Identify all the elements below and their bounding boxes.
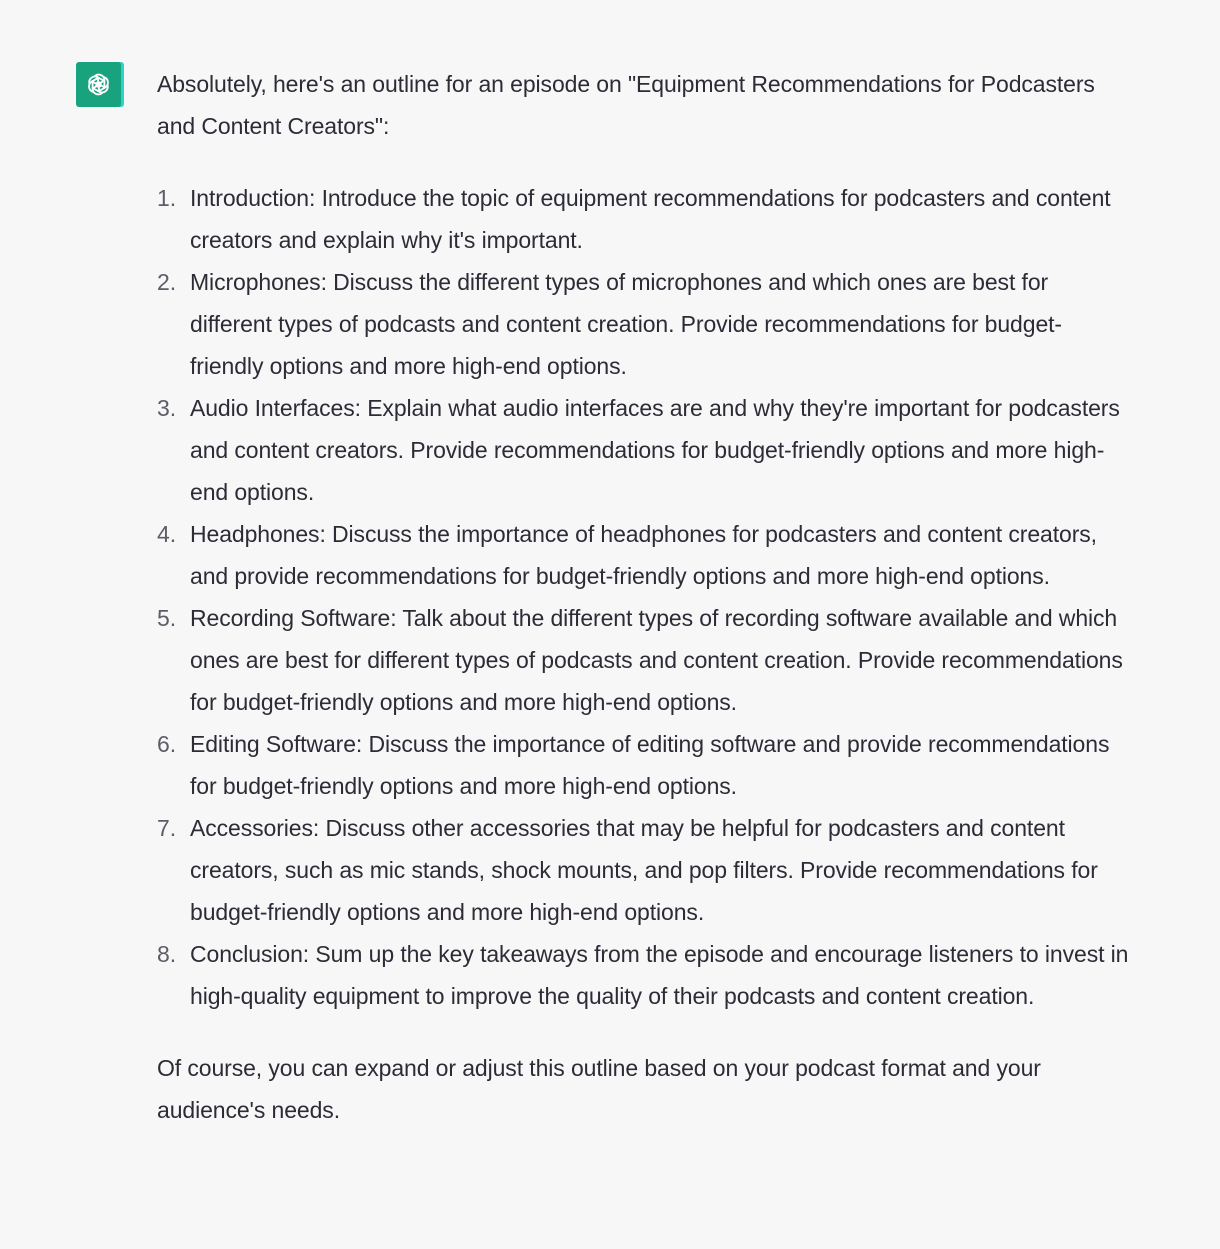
outline-item-number: 8. <box>157 941 176 967</box>
outline-item-text: Editing Software: Discuss the importance of editing software and provide recommendations for budget-friendly options and more high-end options. <box>190 731 1110 799</box>
outline-item <box>157 807 1129 933</box>
outline-item-number: 7. <box>157 815 176 841</box>
message-intro: Absolutely, here's an outline for an episode on "Equipment Recommendations for Podcasters and Content Creators": <box>157 71 1095 139</box>
outline-item-text: Headphones: Discuss the importance of headphones for podcasters and content creators, and provide recommendations for budget-friendly options and more high-end options. <box>190 521 1097 589</box>
outline-item <box>157 177 1129 261</box>
outline-item-number: 3. <box>157 395 176 421</box>
outline-item-text: Accessories: Discuss other accessories that may be helpful for podcasters and content creators, such as mic stands, shock mounts, and pop filters. Provide recommendations for budget-friendly options and more high-end options. <box>190 815 1098 925</box>
outline-item-text: Introduction: Introduce the topic of equipment recommendations for podcasters and content creators and explain why it's important. <box>190 185 1111 253</box>
episode-outline-list <box>157 177 1129 1017</box>
outline-item-text: Audio Interfaces: Explain what audio interfaces are and why they're important for podcasters and content creators. Provide recommendations for budget-friendly options and more high-end options. <box>190 395 1120 505</box>
outline-item <box>157 513 1129 597</box>
outline-item <box>157 597 1129 723</box>
outline-item-text: Recording Software: Talk about the different types of recording software available and which ones are best for different types of podcasts and content creation. Provide recommendations for budget-friendly options and more high-end options. <box>190 605 1123 715</box>
outline-item <box>157 933 1129 1017</box>
outline-item-number: 6. <box>157 731 176 757</box>
outline-item-number: 1. <box>157 185 176 211</box>
outline-item <box>157 723 1129 807</box>
message-content <box>157 63 1129 1131</box>
openai-logo-icon <box>82 68 115 101</box>
outline-item-number: 4. <box>157 521 176 547</box>
outline-item-number: 5. <box>157 605 176 631</box>
outline-item-number: 2. <box>157 269 176 295</box>
outline-item-text: Conclusion: Sum up the key takeaways from the episode and encourage listeners to invest in high-quality equipment to improve the quality of their podcasts and content creation. <box>190 941 1129 1009</box>
outline-item-text: Microphones: Discuss the different types of microphones and which ones are best for different types of podcasts and content creation. Provide recommendations for budget-friendly options and more high-end options. <box>190 269 1062 379</box>
assistant-avatar <box>76 62 121 107</box>
outline-item <box>157 261 1129 387</box>
outline-item <box>157 387 1129 513</box>
message-closing: Of course, you can expand or adjust this outline based on your podcast format and your audience's needs. <box>157 1055 1041 1123</box>
